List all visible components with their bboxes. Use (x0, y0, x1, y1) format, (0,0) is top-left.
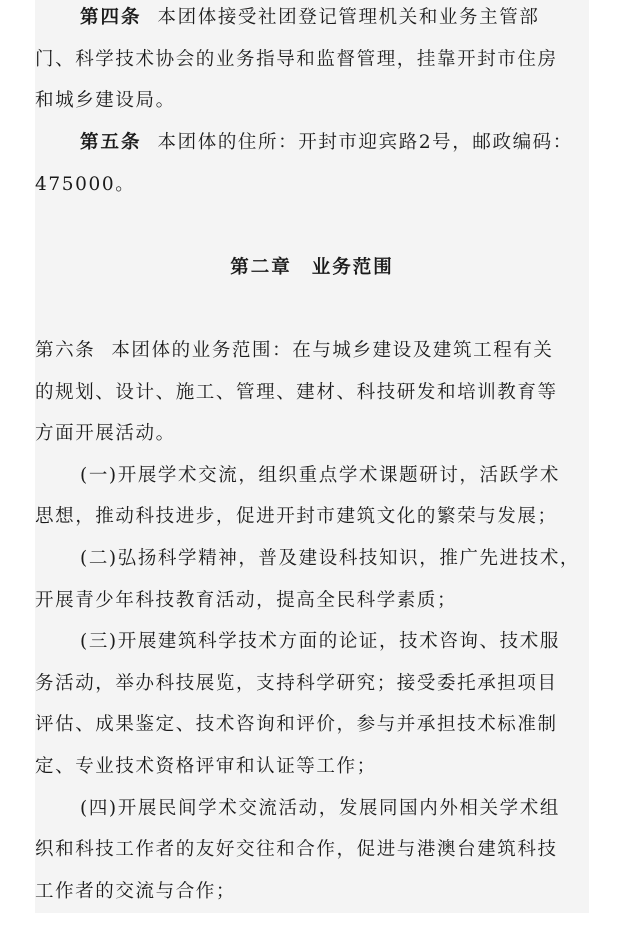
article-4-line-2: 门、科学技术协会的业务指导和监督管理，挂靠开封市住房 (35, 49, 558, 70)
article-5-label: 第五条 (80, 132, 142, 153)
article-4-line-1 (80, 4, 595, 32)
article-6-line-2: 的规划、设计、施工、管理、建材、科技研发和培训教育等 (35, 382, 558, 403)
article-6-line-3: 方面开展活动。 (35, 423, 176, 444)
chapter-heading (35, 254, 589, 282)
article-4-line-3: 和城乡建设局。 (35, 90, 176, 111)
item-4-line-1: (四)开展民间学术交流活动，发展同国内外相关学术组 (80, 798, 560, 819)
item-3-line-1: (三)开展建筑科学技术方面的论证，技术咨询、技术服 (80, 631, 560, 652)
article-5-line-1 (80, 129, 595, 157)
article-5-text: 本团体的住所：开封市迎宾路2号，邮政编码： (157, 132, 573, 153)
article-4-text: 本团体接受社团登记管理机关和业务主管部 (157, 7, 540, 28)
article-6-line-1 (35, 337, 595, 365)
item-3-line-4: 定、专业技术资格评审和认证等工作； (35, 756, 377, 777)
article-5-line-2: 475000。 (35, 174, 136, 195)
item-1-line-2: 思想，推动科技进步，促进开封市建筑文化的繁荣与发展； (35, 506, 558, 527)
article-6-label: 第六条 (35, 340, 96, 361)
item-4-line-2: 织和科技工作者的友好交往和合作，促进与港澳台建筑科技 (35, 839, 558, 860)
item-2-line-2: 开展青少年科技教育活动，提高全民科学素质； (35, 590, 458, 611)
item-2-line-1: (二)弘扬科学精神，普及建设科技知识，推广先进技术， (80, 548, 581, 569)
item-4-line-3: 工作者的交流与合作； (35, 881, 237, 902)
item-3-line-2: 务活动，举办科技展览，支持科学研究；接受委托承担项目 (35, 673, 558, 694)
item-3-line-3: 评估、成果鉴定、技术咨询和评价，参与并承担技术标准制 (35, 714, 558, 735)
document-page (35, 0, 589, 913)
item-1-line-1: (一)开展学术交流，组织重点学术课题研讨，活跃学术 (80, 465, 560, 486)
chapter-number: 第二章 (230, 257, 292, 278)
article-4-label: 第四条 (80, 7, 142, 28)
article-6-text: 本团体的业务范围：在与城乡建设及建筑工程有关 (111, 340, 554, 361)
chapter-title: 业务范围 (311, 257, 394, 278)
